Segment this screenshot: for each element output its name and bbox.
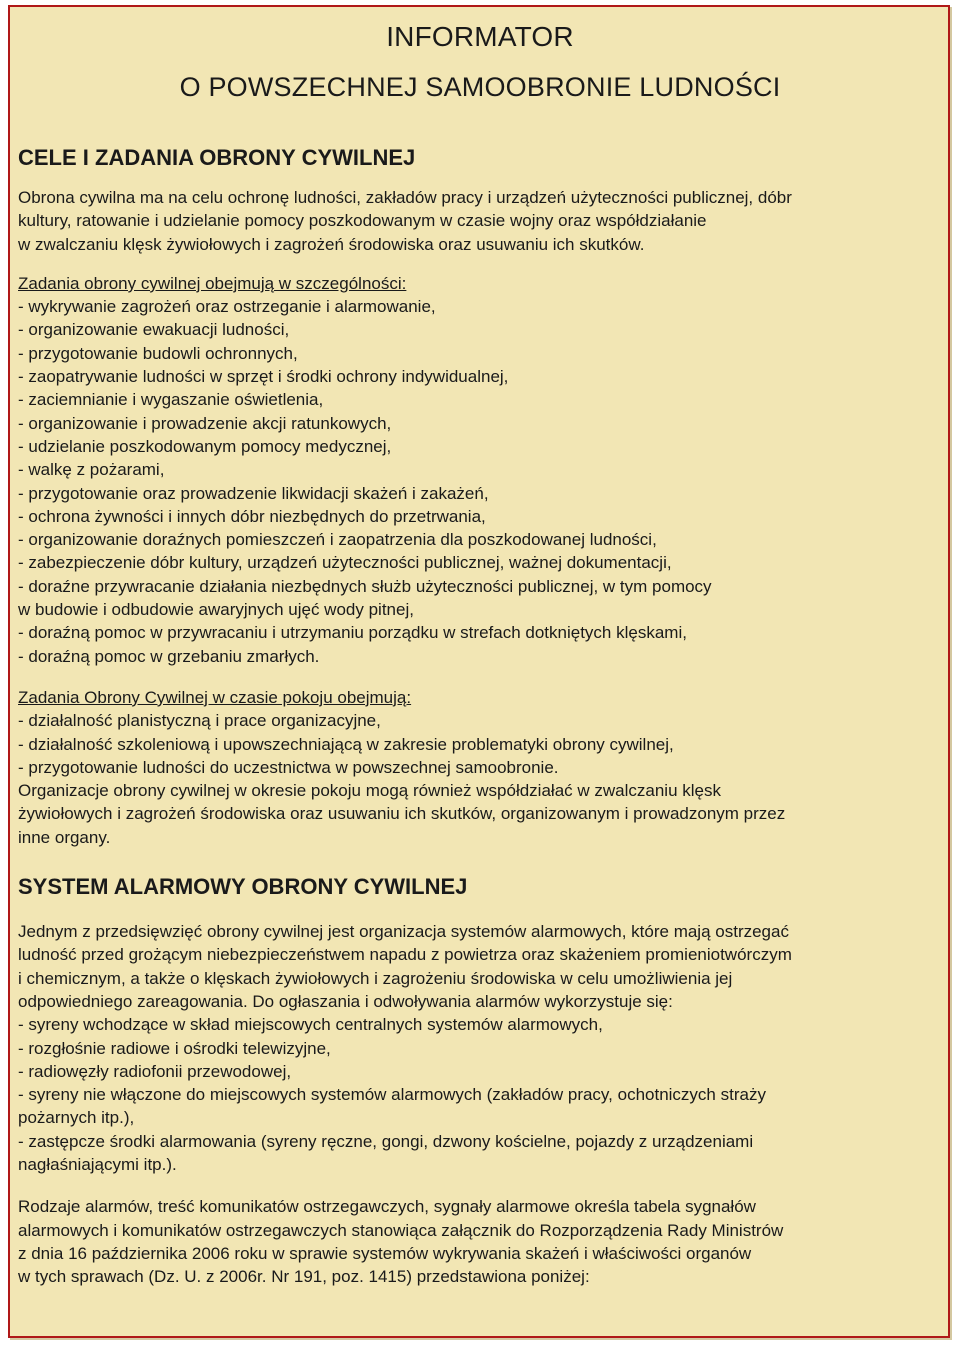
list-item: - przygotowanie budowli ochronnych, [18,343,298,363]
tasks-list [18,272,942,668]
closing-paragraph [18,1195,942,1288]
peace-tasks-list [18,686,942,849]
list-item: w budowie i odbudowie awaryjnych ujęć wody pitnej, [18,600,414,620]
title-line-2: O POWSZECHNEJ SAMOOBRONIE LUDNOŚCI [179,72,781,102]
peace-note-line: inne organy. [18,827,111,847]
list-item: - organizowanie ewakuacji ludności, [18,320,290,340]
text-line: w tych sprawach (Dz. U. z 2006r. Nr 191, poz. 1415) przedstawiona poniżej: [18,1267,590,1287]
section-heading-alarm-system: SYSTEM ALARMOWY OBRONY CYWILNEJ [18,874,468,900]
document-content [18,19,942,1288]
tasks-heading: Zadania obrony cywilnej obejmują w szczególności: [18,273,407,293]
list-item: - syreny wchodzące w skład miejscowych centralnych systemów alarmowych, [18,1015,603,1035]
document-page [8,5,950,1338]
list-item: - organizowanie i prowadzenie akcji ratunkowych, [18,413,392,433]
list-item: - rozgłośnie radiowe i ośrodki telewizyjne, [18,1038,331,1058]
list-item: - zaopatrywanie ludności w sprzęt i środki ochrony indywidualnej, [18,367,509,387]
peace-note-line: żywiołowych i zagrożeń środowiska oraz usuwaniu ich skutków, organizowanym i prowadzonym przez [18,804,786,824]
list-item: - przygotowanie ludności do uczestnictwa w powszechnej samoobronie. [18,757,559,777]
text-line: odpowiedniego zareagowania. Do ogłaszania i odwoływania alarmów wykorzystuje się: [18,991,673,1011]
title-line-1: INFORMATOR [386,21,574,52]
peace-tasks-heading: Zadania Obrony Cywilnej w czasie pokoju obejmują: [18,687,412,707]
list-item: - radiowęzły radiofonii przewodowej, [18,1061,292,1081]
list-item: - udzielanie poszkodowanym pomocy medycznej, [18,436,392,456]
intro-paragraph [18,186,942,256]
alarm-system-paragraph [18,920,942,1176]
list-item: - doraźną pomoc w przywracaniu i utrzymaniu porządku w strefach dotkniętych klęskami, [18,623,687,643]
section-heading-goals: CELE I ZADANIA OBRONY CYWILNEJ [18,145,416,170]
text-line: Rodzaje alarmów, treść komunikatów ostrzegawczych, sygnały alarmowe określa tabela sygnałów [18,1197,756,1217]
peace-note-line: Organizacje obrony cywilnej w okresie pokoju mogą również współdziałać w zwalczaniu klęsk [18,781,721,801]
list-item: - zabezpieczenie dóbr kultury, urządzeń użyteczności publicznej, ważnej dokumentacji, [18,553,672,573]
list-item: nagłaśniającymi itp.). [18,1154,177,1174]
text-line: alarmowych i komunikatów ostrzegawczych stanowiąca załącznik do Rozporządzenia Rady Ministrów [18,1220,784,1240]
list-item: - przygotowanie oraz prowadzenie likwidacji skażeń i zakażeń, [18,483,489,503]
list-item: - zaciemnianie i wygaszanie oświetlenia, [18,390,324,410]
list-item: - działalność szkoleniową i upowszechniającą w zakresie problematyki obrony cywilnej, [18,734,674,754]
text-line: i chemicznym, a także o klęskach żywiołowych i zagrożeniu środowiska w celu umożliwienia jej [18,968,733,988]
list-item: - działalność planistyczną i prace organizacyjne, [18,711,381,731]
text-line: z dnia 16 października 2006 roku w sprawie systemów wykrywania skażeń i właściwości organów [18,1243,752,1263]
list-item: - syreny nie włączone do miejscowych systemów alarmowych (zakładów pracy, ochotniczych straży [18,1085,766,1105]
intro-line: w zwalczaniu klęsk żywiołowych i zagrożeń środowiska oraz usuwaniu ich skutków. [18,234,645,254]
text-line: Jednym z przedsięwzięć obrony cywilnej jest organizacja systemów alarmowych, które mają ostrzegać [18,922,789,942]
list-item: - doraźną pomoc w grzebaniu zmarłych. [18,646,320,666]
list-item: - organizowanie doraźnych pomieszczeń i zaopatrzenia dla poszkodowanej ludności, [18,530,657,550]
intro-line: kultury, ratowanie i udzielanie pomocy poszkodowanym w czasie wojny oraz współdziałanie [18,211,707,231]
list-item: - wykrywanie zagrożeń oraz ostrzeganie i alarmowanie, [18,297,436,317]
list-item: - walkę z pożarami, [18,460,165,480]
list-item: - ochrona żywności i innych dóbr niezbędnych do przetrwania, [18,506,486,526]
intro-line: Obrona cywilna ma na celu ochronę ludności, zakładów pracy i urządzeń użyteczności publicznej, dóbr [18,188,792,207]
text-line: ludność przed grożącym niebezpieczeństwem napadu z powietrza oraz skażeniem promieniotwórczym [18,945,792,965]
list-item: - zastępcze środki alarmowania (syreny ręczne, gongi, dzwony kościelne, pojazdy z urządzeniami [18,1131,754,1151]
list-item: - doraźne przywracanie działania niezbędnych służb użyteczności publicznej, w tym pomocy [18,576,712,596]
list-item: pożarnych itp.), [18,1108,135,1128]
